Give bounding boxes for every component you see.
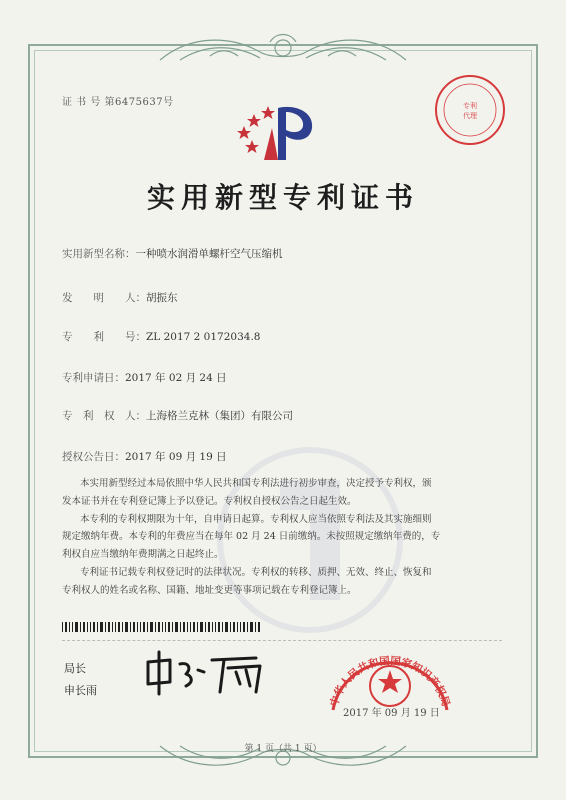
top-ornament-icon (150, 30, 416, 70)
body-line: 专利证书记载专利权登记时的法律状况。专利权的转移、质押、无效、终止、恢复和 (80, 566, 432, 578)
certificate-number (62, 93, 174, 108)
field-label: 授权公告日： (62, 451, 125, 463)
director-title: 局长 (64, 662, 86, 675)
certificate-title: 实用新型专利证书 (146, 181, 419, 214)
body-line: 规定缴纳年费。本专利的年费应当在每年 02 月 24 日前缴纳。未按照规定缴纳年费的，专 (62, 531, 441, 543)
field-application-date (62, 370, 227, 385)
field-inventor (62, 290, 178, 305)
seal-date: 2017 年 09 月 19 日 (343, 708, 440, 719)
body-line: 本实用新型经过本局依照中华人民共和国专利法进行初步审查，决定授予专利权，颁 (80, 478, 432, 489)
field-value: 胡振东 (146, 292, 178, 304)
body-line: 本专利的专利权期限为十年，自申请日起算。专利权人应当依照专利法及其实施细则 (80, 513, 432, 525)
sipo-logo-icon (230, 98, 330, 168)
field-label: 实用新型名称： (62, 248, 136, 260)
page-footer: 第 1 页（共 1 页） (244, 744, 322, 754)
field-announcement-date (62, 449, 227, 464)
field-value: 一种喷水润滑单螺杆空气压缩机 (135, 248, 283, 260)
field-utility-model-name (62, 246, 283, 261)
certificate-number-label: 证 书 号 (62, 97, 101, 108)
handwritten-signature-icon (140, 648, 270, 698)
field-label: 专利申请日： (62, 372, 125, 384)
field-label: 专 利 号： (62, 331, 146, 343)
body-line: 利权自应当缴纳年费期满之日起终止。 (62, 549, 224, 561)
field-patent-number (62, 329, 260, 344)
field-value: ZL 2017 2 0172034.8 (146, 331, 261, 343)
barcode-icon (62, 622, 262, 632)
certificate-number-value: 第6475637号 (104, 97, 174, 108)
svg-text:代理: 代理 (463, 112, 477, 120)
agency-seal-icon (432, 72, 508, 148)
seal-text: 中华人民共和国国家知识产权局 (328, 655, 452, 709)
field-value: 2017 年 02 月 24 日 (125, 372, 227, 384)
field-value: 2017 年 09 月 19 日 (125, 451, 227, 463)
body-line: 发本证书并在专利登记簿上予以登记。专利权自授权公告之日起生效。 (62, 495, 357, 507)
body-paragraphs (62, 475, 512, 600)
body-line: 专利权人的姓名或名称、国籍、地址变更等事项记载在专利登记簿上。 (62, 584, 357, 596)
field-value: 上海格兰克林（集团）有限公司 (146, 410, 293, 422)
svg-text:专利: 专利 (463, 102, 477, 110)
field-patentee (62, 408, 293, 423)
field-label: 专 利 权 人： (62, 410, 146, 422)
field-label: 发 明 人： (62, 292, 146, 304)
director-name: 申长雨 (64, 684, 97, 697)
